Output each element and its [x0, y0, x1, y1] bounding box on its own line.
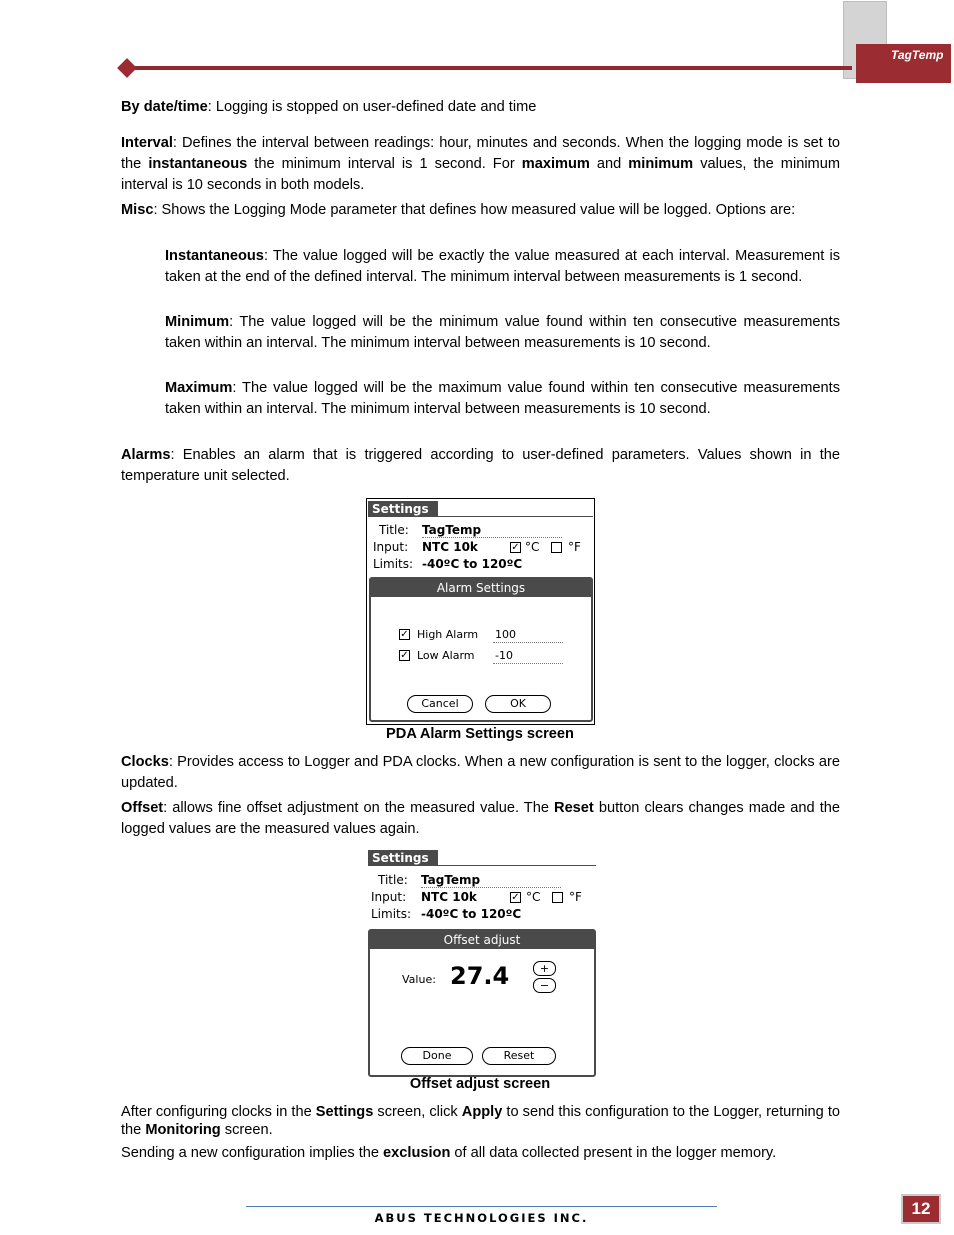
paragraph-misc	[121, 200, 840, 221]
brand-label: TagTemp	[891, 48, 944, 62]
title-value: TagTemp	[421, 873, 481, 887]
text: After configuring clocks in the	[121, 1104, 316, 1120]
term: maximum	[521, 155, 590, 172]
header-rule	[124, 66, 852, 70]
term: minimum	[628, 155, 694, 172]
text: and	[589, 155, 629, 172]
term: Monitoring	[145, 1122, 221, 1138]
term: Instantaneous	[165, 248, 264, 264]
dialog-title: Offset adjust	[370, 931, 594, 949]
term: Clocks	[121, 754, 169, 770]
figure-caption: PDA Alarm Settings screen	[386, 726, 574, 742]
term: Offset	[121, 800, 164, 816]
term: Interval	[121, 135, 173, 151]
input-label: Input:	[373, 540, 409, 554]
term: exclusion	[383, 1145, 451, 1161]
text: button clears changes made and the logged values are the measured values again.	[121, 800, 840, 837]
limits-value: -40ºC to 120ºC	[421, 907, 522, 921]
paragraph-by-date	[121, 97, 840, 118]
figure-caption: Offset adjust screen	[409, 1076, 551, 1092]
celsius-checkbox[interactable]: ✓	[511, 892, 520, 903]
low-alarm-label: Low Alarm	[417, 649, 475, 662]
paragraph-interval	[121, 133, 840, 195]
diamond-icon	[117, 58, 137, 78]
text: screen, click	[373, 1104, 462, 1120]
fahrenheit-checkbox[interactable]	[552, 892, 563, 903]
paragraph-clocks	[121, 752, 840, 794]
text: : The value logged will be the maximum value found within ten consecutive measurements taken within an interval. The minimum interval between measurements is 10 second.	[165, 380, 840, 417]
offset-adjust-dialog	[368, 929, 596, 1077]
footer-rule	[246, 1206, 717, 1207]
limits-label: Limits:	[371, 907, 412, 921]
text: : The value logged will be exactly the value measured at each interval. Measurement is taken at the end of the defined interval. The minimum interval between measurements is 1 second.	[165, 248, 840, 285]
paragraph-maximum	[165, 378, 840, 420]
text: : Shows the Logging Mode parameter that defines how measured value will be logged. Options are:	[153, 202, 796, 218]
paragraph-sending	[121, 1143, 840, 1164]
paragraph-after	[121, 1103, 840, 1139]
tab-settings: Settings	[368, 850, 438, 866]
text: screen.	[220, 1122, 273, 1138]
input-label: Input:	[371, 890, 407, 904]
dialog-title: Alarm Settings	[371, 579, 591, 597]
footer-company: ABUS TECHNOLOGIES INC.	[374, 1211, 589, 1225]
tab-underline	[437, 516, 593, 517]
increment-button[interactable]: +	[533, 961, 556, 976]
fahrenheit-checkbox[interactable]	[551, 542, 562, 553]
text: values, the minimum interval is 10 seconds in both models.	[121, 155, 840, 193]
text: : Provides access to Logger and PDA clocks. When a new configuration is sent to the logger, clocks are updated.	[121, 754, 840, 791]
text: Sending a new configuration implies the	[121, 1145, 384, 1161]
text: : Defines the interval between readings: hour, minutes and seconds. When the logging mode is set to the	[121, 135, 840, 172]
tab-underline	[438, 865, 596, 866]
text: of all data collected present in the logger memory.	[450, 1145, 777, 1161]
celsius-checkbox[interactable]: ✓	[511, 542, 520, 553]
value-label: Value:	[402, 973, 436, 986]
term: instantaneous	[148, 155, 248, 172]
pda-alarm-screenshot	[366, 498, 595, 725]
high-alarm-underline	[493, 642, 563, 643]
term: Apply	[461, 1104, 503, 1120]
fahrenheit-label: °F	[569, 890, 582, 904]
tab-settings: Settings	[368, 501, 438, 517]
high-alarm-checkbox[interactable]: ✓	[400, 629, 409, 640]
term: Settings	[315, 1104, 374, 1120]
text: : Enables an alarm that is triggered according to user-defined parameters. Values shown in the temperature unit selected.	[121, 447, 840, 484]
title-underline	[421, 887, 561, 888]
celsius-label: °C	[526, 890, 541, 904]
paragraph-instantaneous	[165, 246, 840, 288]
low-alarm-value[interactable]: -10	[495, 649, 513, 662]
term: By date/time	[121, 99, 208, 115]
low-alarm-checkbox[interactable]: ✓	[400, 650, 409, 661]
high-alarm-value[interactable]: 100	[495, 628, 516, 641]
cancel-button[interactable]: Cancel	[407, 695, 473, 713]
text: : Logging is stopped on user-defined date and time	[207, 99, 537, 115]
input-value: NTC 10k	[421, 890, 477, 904]
text: the minimum interval is 1 second. For	[247, 155, 522, 172]
paragraph-alarms	[121, 445, 840, 487]
limits-label: Limits:	[373, 557, 414, 571]
term: Reset	[554, 800, 594, 816]
title-label: Title:	[378, 873, 408, 887]
title-underline	[422, 537, 562, 538]
title-value: TagTemp	[422, 523, 482, 537]
ok-button[interactable]: OK	[485, 695, 551, 713]
term: Alarms	[121, 447, 171, 463]
celsius-label: °C	[525, 540, 540, 554]
text: to send this configuration to the Logger, returning to the	[121, 1104, 840, 1138]
page-number: 12	[901, 1194, 941, 1224]
title-label: Title:	[379, 523, 409, 537]
paragraph-minimum	[165, 312, 840, 354]
term: Minimum	[165, 314, 230, 330]
reset-button[interactable]: Reset	[482, 1047, 556, 1065]
low-alarm-underline	[493, 663, 563, 664]
paragraph-offset	[121, 798, 840, 840]
decrement-button[interactable]: −	[533, 978, 556, 993]
fahrenheit-label: °F	[568, 540, 581, 554]
high-alarm-label: High Alarm	[417, 628, 479, 641]
done-button[interactable]: Done	[401, 1047, 473, 1065]
offset-value: 27.4	[450, 962, 510, 990]
alarm-settings-dialog	[369, 577, 593, 722]
text: : allows fine offset adjustment on the measured value. The	[163, 800, 555, 816]
term: Maximum	[165, 380, 233, 396]
term: Misc	[121, 202, 154, 218]
input-value: NTC 10k	[422, 540, 478, 554]
pda-offset-screenshot	[368, 849, 596, 1077]
text: : The value logged will be the minimum value found within ten consecutive measurements taken within an interval. The minimum interval between measurements is 10 second.	[165, 314, 840, 351]
limits-value: -40ºC to 120ºC	[422, 557, 523, 571]
